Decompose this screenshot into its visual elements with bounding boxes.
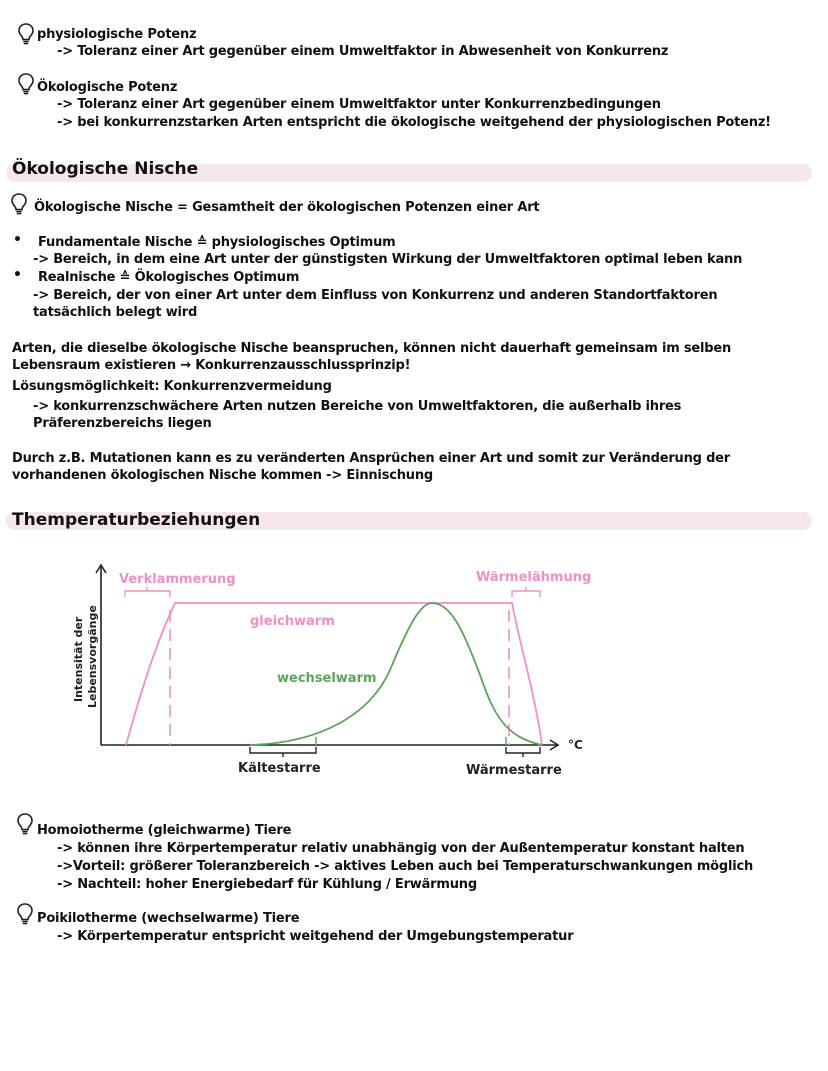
loesung-line: -> konkurrenzschwächere Arten nutzen Bereiche von Umweltfaktoren, die außerhalb ihres <box>33 399 682 414</box>
y-axis-label: Intensität der <box>72 616 85 702</box>
annotation-verklammerung: Verklammerung <box>119 572 236 587</box>
homoiotherme-line: ->Vorteil: größerer Toleranzbereich -> aktives Leben auch bei Temperaturschwankungen möglich <box>57 859 754 874</box>
lightbulb-icon <box>16 902 34 926</box>
paragraph-line: Durch z.B. Mutationen kann es zu veränderten Ansprüchen einer Art und somit zur Veränderung der <box>12 451 731 466</box>
fundamentale-nische-title: Fundamentale Nische ≙ physiologisches Optimum <box>38 235 396 250</box>
x-axis-label: °C <box>568 738 583 752</box>
lightbulb-icon <box>17 22 35 46</box>
nische-definition: Ökologische Nische = Gesamtheit der ökologischen Potenzen einer Art <box>34 200 540 215</box>
poikilotherme-line: -> Körpertemperatur entspricht weitgehend der Umgebungstemperatur <box>57 929 574 944</box>
bracket-waermelaehmung <box>512 587 540 597</box>
annotation-kaeltestarre: Kältestarre <box>238 761 321 776</box>
homoiotherme-line: -> Nachteil: hoher Energiebedarf für Kühlung / Erwärmung <box>57 877 477 892</box>
homoiotherme-line: -> können ihre Körpertemperatur relativ unabhängig von der Außentemperatur konstant halten <box>57 841 745 856</box>
realnische-title: Realnische ≙ Ökologisches Optimum <box>38 270 300 285</box>
bracket-waermestarre <box>506 747 540 757</box>
annotation-waermestarre: Wärmestarre <box>466 763 562 778</box>
section-heading-temperatur: Themperaturbeziehungen <box>12 510 261 530</box>
physio-potenz-line: -> Toleranz einer Art gegenüber einem Umweltfaktor in Abwesenheit von Konkurrenz <box>57 44 669 59</box>
series-label-gleichwarm: gleichwarm <box>250 614 335 629</box>
bracket-kaeltestarre <box>250 747 316 757</box>
paragraph-line: Lebensraum existieren → Konkurrenzausschlussprinzip! <box>12 358 411 373</box>
annotation-waermelaehmung: Wärmelähmung <box>476 570 592 585</box>
paragraph-line: vorhandenen ökologischen Nische kommen -> Einnischung <box>12 468 434 483</box>
poikilotherme-title: Poikilotherme (wechselwarme) Tiere <box>37 911 300 926</box>
y-axis-label: Lebensvorgänge <box>86 605 99 708</box>
physio-potenz-title: physiologische Potenz <box>37 27 197 42</box>
section-heading-nische: Ökologische Nische <box>12 159 199 179</box>
loesung-title: Lösungsmöglichkeit: Konkurrenzvermeidung <box>12 379 332 394</box>
realnische-line: -> Bereich, der von einer Art unter dem Einfluss von Konkurrenz und anderen Standortfaktoren <box>33 288 718 303</box>
oeko-potenz-line: -> bei konkurrenzstarken Arten entspricht die ökologische weitgehend der physiologischen Potenz! <box>57 115 771 130</box>
realnische-line: tatsächlich belegt wird <box>33 305 198 320</box>
series-label-wechselwarm: wechselwarm <box>277 671 377 686</box>
oeko-potenz-line: -> Toleranz einer Art gegenüber einem Umweltfaktor unter Konkurrenzbedingungen <box>57 97 661 112</box>
lightbulb-icon <box>17 72 35 96</box>
fundamentale-nische-line: -> Bereich, in dem eine Art unter der günstigsten Wirkung der Umweltfaktoren optimal leben kann <box>33 252 743 267</box>
lightbulb-icon <box>10 192 28 216</box>
paragraph-line: Arten, die dieselbe ökologische Nische beanspruchen, können nicht dauerhaft gemeinsam im selben <box>12 341 732 356</box>
bracket-verklammerung <box>125 587 170 597</box>
lightbulb-icon <box>16 812 34 836</box>
homoiotherme-title: Homoiotherme (gleichwarme) Tiere <box>37 823 292 838</box>
oeko-potenz-title: Ökologische Potenz <box>37 80 178 95</box>
temperature-chart <box>60 555 600 787</box>
loesung-line: Präferenzbereichs liegen <box>33 416 212 431</box>
